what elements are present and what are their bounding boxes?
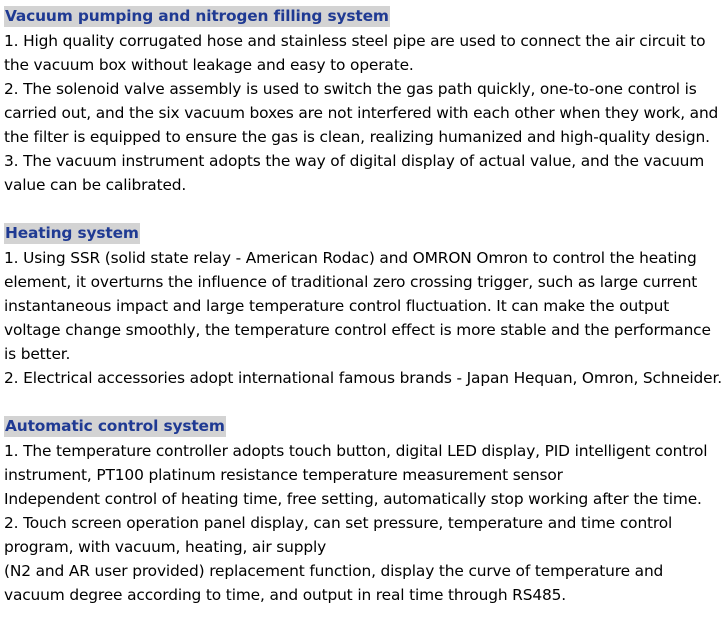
paragraph: 2. Touch screen operation panel display, can set pressure, temperature and time control program, with vacuum, heating, air supply xyxy=(4,514,673,556)
paragraph: 2. The solenoid valve assembly is used to switch the gas path quickly, one-to-one control is carried out, and the six vacuum boxes are not interfered with each other when they work, and the filter is equipped to ensure the gas is clean, realizing humanized and high-quality design. xyxy=(4,80,719,146)
section-automatic-control xyxy=(4,414,724,607)
paragraph: 1. High quality corrugated hose and stainless steel pipe are used to connect the air circuit to the vacuum box without leakage and easy to operate. xyxy=(4,32,706,74)
paragraph: 1. Using SSR (solid state relay - American Rodac) and OMRON Omron to control the heating element, it overturns the influence of traditional zero crossing trigger, such as large current instantaneous impact and large temperature control fluctuation. It can make the output voltage change smoothly, the temperature control effect is more stable and the performance is better. xyxy=(4,249,711,363)
section-vacuum-pumping xyxy=(4,4,724,197)
section-heating xyxy=(4,221,724,390)
section-heading: Automatic control system xyxy=(5,417,225,435)
paragraph: 3. The vacuum instrument adopts the way of digital display of actual value, and the vacuum value can be calibrated. xyxy=(4,152,705,194)
document-body xyxy=(4,4,724,607)
paragraph: 1. The temperature controller adopts touch button, digital LED display, PID intelligent control instrument, PT100 platinum resistance temperature measurement sensor xyxy=(4,442,708,484)
paragraph: Independent control of heating time, free setting, automatically stop working after the time. xyxy=(4,490,702,508)
section-heading: Vacuum pumping and nitrogen filling system xyxy=(5,7,389,25)
section-heading: Heating system xyxy=(5,224,139,242)
paragraph: 2. Electrical accessories adopt international famous brands - Japan Hequan, Omron, Schneider. xyxy=(4,369,722,387)
paragraph: (N2 and AR user provided) replacement function, display the curve of temperature and vacuum degree according to time, and output in real time through RS485. xyxy=(4,562,664,604)
